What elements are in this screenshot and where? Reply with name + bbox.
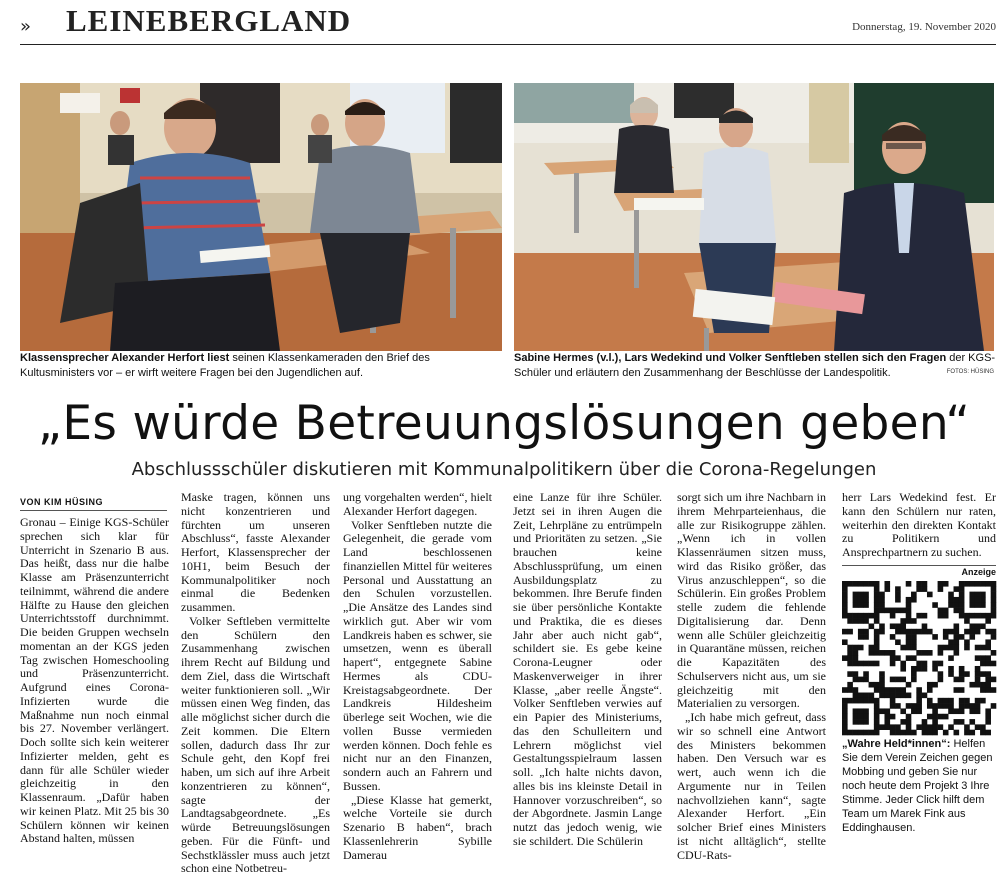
paragraph: ung vorgehalten werden“, hielt Alexander Herfort dagegen. [343,490,492,518]
paragraph: herr Lars Wedekind fest. Er kann den Schülern nur raten, weiterhin den direkten Kontakt zu Politikern und Ansprechpartnern zu suchen. [842,490,996,559]
article-column-4 [513,490,662,848]
caption-right-text: der KGS-Schüler und erläutern den Zusammenhang der Beschlüsse der Landespolitik. [514,352,996,379]
ad-label: Anzeige [961,567,996,577]
ad-text [842,737,996,835]
issue-date: Donnerstag, 19. November 2020 [852,21,996,33]
caption-right-bold: Sabine Hermes (v.l.), Lars Wedekind und Volker Senftleben stellen sich den Fragen [514,352,947,364]
photo-credit: FOTOS: HÜSING [946,369,994,375]
article-column-1 [20,515,169,846]
section-title: LEINEBERGLAND [66,3,352,38]
ad-body: Helfen Sie dem Verein Zeichen gegen Mobbing und geben Sie nur noch heute dem Projekt 3 Ihre Stimme. Jeder Click hilft dem Team um Marek Fink aus Eddinghausen. [842,738,993,834]
article-headline: „Es würde Betreuungslösungen geben“ [37,396,971,451]
article-column-5 [677,490,826,862]
article-column-2 [181,490,330,876]
section-arrow: » [20,16,32,37]
paragraph: Volker Seftleben vermittelte den Schülern den Zusammenhang zwischen ihrem Recht auf Bildung und dem Ziel, dass die Wirtschaft weiter funktionieren soll. „Wir müssen einen Weg finden, das alle möglichst sicher durch die Zeit kommen. Die Eltern sollen, dadurch dass Ihr zur Schule geht, den Kopf frei haben, um sich auf ihre Arbeit konzentrieren zu können“, sagte der Landtagsabgeordnete. „Es würde Betreuungslösungen geben. Für die Fünft- und Sechstklässler muss auch jetzt schon eine Notbetreu- [181,613,330,876]
paragraph: Volker Senftleben nutzte die Gelegenheit, die gerade vom Land beschlossenen finanziellen Mittel für weiteres Personal und Ausstattung an den Schulen vorzustellen. „Die Ansätze des Landes sind wirklich gut. Aber wir vom Landkreis haben es schwer, sie umsetzen, wenn es überall hapert“, entgegnete Sabine Hermes als CDU-Kreistagsabgeordnete. Der Landkreis Hildesheim überlege seit Wochen, wie die vollen Busse vermieden werden können. Doch fehle es nicht nur an den Finanzen, sondern auch an Fahrern und Bussen. [343,517,492,793]
photo-student-reading [20,83,502,351]
header-rule [20,44,996,45]
paragraph: „Ich habe mich gefreut, dass wir so schnell eine Antwort des Ministers bekommen haben. Den Versuch war es wert, auch wenn ich die Argumente nur in Teilen nachvollziehen kann“, sagte Alexander Herfort. „Ein solcher Brief eines Ministers ist nicht alltäglich“, stellte CDU-Rats- [677,710,826,862]
caption-left-bold: Klassensprecher Alexander Herfort liest [20,352,230,364]
article-column-3 [343,490,492,862]
article-subheadline: Abschlussschüler diskutieren mit Kommunalpolitikern über die Corona-Regelungen [131,459,877,480]
paragraph: „Diese Klasse hat gemerkt, welche Vorteile sie durch Szenario B haben“, brach Klassenlehrerin Sybille Damerau [343,792,492,862]
photo-politicians [514,83,994,351]
photo-caption-right [514,351,996,381]
article-column-6 [842,491,996,561]
paragraph: sorgt sich um ihre Nachbarn in ihrem Mehrparteienhaus, die alle zur Risikogruppe zählen. „Wenn ich in vollen Klassenräumen sitzen muss, wird das Risiko größer, das Virus anzuschleppen“, so die Schülerin. Ein großes Problem stelle zudem die fehlende Digitalisierung dar. Denn wenn alle Schüler gleichzeitig in Quarantäne müssen, reichen die Kapazitäten des Schulservers nicht aus, um sie gleichzeitig mit den Materialien zu versorgen. [677,490,826,711]
byline-rule [20,510,167,511]
paragraph: eine Lanze für ihre Schüler. Jetzt sei in ihren Augen die Zeit, Lehrpläne zu entrümpeln und Prioritäten zu setzen. „Sie brauchen keine Abschlussprüfung, um einen Ausbildungsplatz zu bekommen. Ihre Berufe finden sie über persönliche Kontakte und Praktika, die es dieses Jahr aber auch nicht gab“, schildert sie. Es gebe keine Corona-Leugner oder Maskenverweiger in ihrer Klasse, „aber reelle Ängste“. Volker Senftleben verwies auf ein Papier des Ministeriums, das den Schulleitern und Lehrern möglichst viel Gestaltungsspielraum lassen soll. „Ich halte nichts davon, alles bis ins kleinste Detail in Hannover vorzuschreiben“, so der Abgordnete. Jasmin Lange nutzt das jedoch wenig, wie sie schildert. Die Schülerin [513,490,662,848]
ad-rule [842,565,996,566]
paragraph: Maske tragen, können uns nicht konzentrieren und fürchten um unseren Abschluss“, fasste Alexander Herfort, Klassensprecher der 10H1, beim Besuch der Kommunalpolitiker noch einmal die Bedenken zusammen. [181,490,330,614]
article-byline: VON KIM HÜSING [20,497,104,507]
paragraph: Gronau – Einige KGS-Schüler sprechen sich klar für Unterricht in Szenario B aus. Das heißt, dass nur die halbe Klasse am Präsenzunterricht teilnimmt, während die andere Hälfte zu Hause den gleichen Unterrichtsstoff durchnimmt. Die beiden Gruppen wechseln momentan an der KGS jeden Tag zwischen Homeschooling und Präsenzunterricht. Aufgrund eines Corona-Infizierten wurde die Maßnahme nun noch einmal bis 27. November verlängert. Doch sollte sich kein weiterer Infizierter melden, geht es dann für alle Schüler wieder gleichzeitig in den Klassenraum. „Dafür haben wir keinen Platz. Mit 25 bis 30 Schülern können wir keinen Abstand halten, müssen [20,515,169,846]
caption-left-text: seinen Klassenkameraden den Brief des Kultusministers vor – er wirft weitere Fragen bei den Jugendlichen auf. [20,352,430,379]
ad-title: „Wahre Held*innen“: [842,738,951,750]
photo-caption-left [20,351,505,381]
qr-code-icon[interactable] [842,581,996,735]
